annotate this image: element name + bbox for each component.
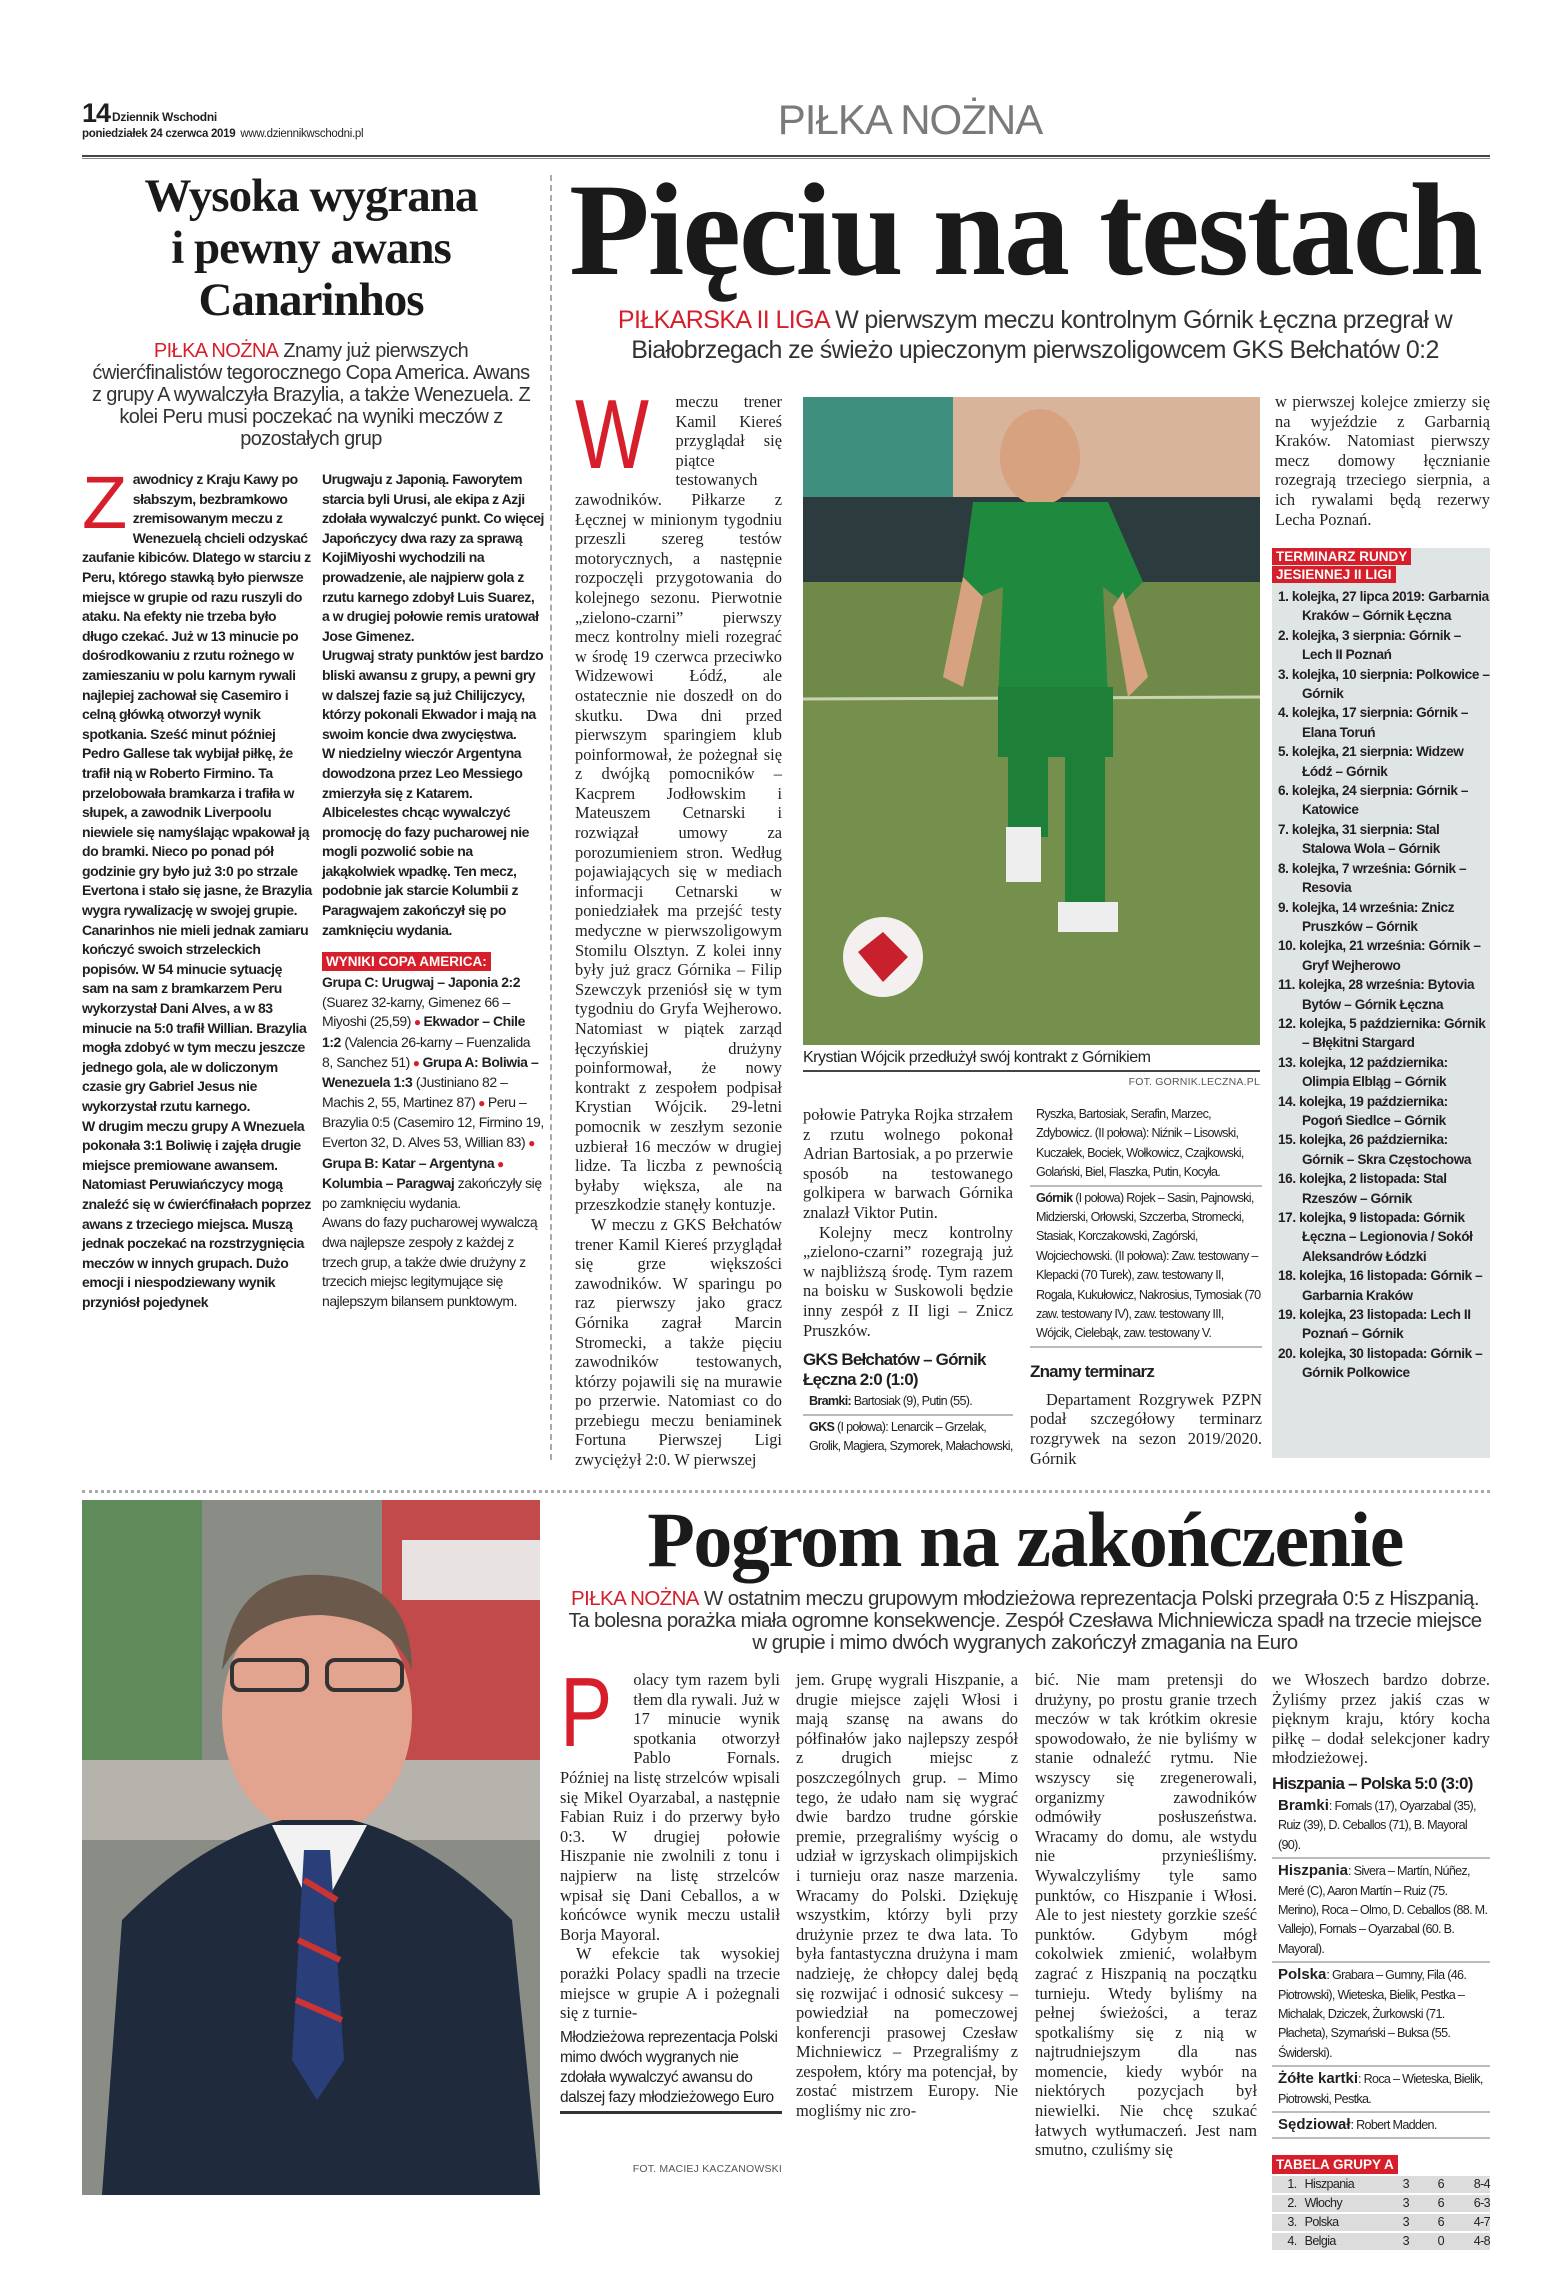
bullet-dot-icon: ●	[409, 1055, 423, 1070]
table-row	[1272, 2176, 1490, 2193]
schedule-title: JESIENNEJ II LIGI	[1272, 566, 1396, 583]
article1-column-2	[322, 470, 544, 1460]
coach-photo-image	[82, 1500, 540, 2195]
schedule-item: 16. kolejka, 2 listopada: Stal Rzeszów – Górnik	[1278, 1171, 1447, 1206]
table-cell-points: 0	[1437, 2234, 1444, 2249]
schedule-item: 17. kolejka, 9 listopada: Górnik Łęczna – Legionovia / Sokół Aleksandrów Łódzki	[1278, 1210, 1473, 1264]
schedule-item: 18. kolejka, 16 listopada: Górnik – Garbarnia Kraków	[1278, 1268, 1483, 1303]
article3-headline: Pogrom na zakończenie	[647, 1496, 1403, 1583]
paper-name: Dziennik Wschodni	[112, 110, 217, 124]
match-row	[1272, 1859, 1490, 1963]
result-bold: Grupa A: Boliwia – Wenezuela 1:3	[322, 1053, 539, 1091]
table-cell-points: 6	[1437, 2215, 1444, 2230]
row-label: Żółte kartki	[1278, 2070, 1359, 2088]
table-cell-goals: 8-4	[1473, 2177, 1490, 2192]
row-text: : Robert Madden.	[1350, 2118, 1437, 2133]
schedule-item: 11. kolejka, 28 września: Bytovia Bytów – Górnik Łęczna	[1278, 977, 1475, 1012]
article3-column-4	[1272, 1670, 1490, 2249]
table-cell-team: Polska	[1304, 2215, 1339, 2230]
paragraph: W efekcie tak wysokiej porażki Polacy spadli na trzecie miejsce w grupie A i pożegnali się z turnie-	[560, 1944, 780, 2023]
row-label: Hiszpania	[1278, 1862, 1349, 1880]
lead-text: W ostatnim meczu grupowym młodzieżowa reprezentacja Polski przegrała 0:5 z Hiszpanią. Ta bolesna porażka miała ogromne konsekwencje. Zespół Czesława Michniewicza spadł na trzecie miejsce w grupie i mimo dwóch wygranych zakończył zmagania na Euro	[568, 1587, 1482, 1654]
table-cell-goals: 4-8	[1473, 2234, 1490, 2249]
bullet-dot-icon: ●	[410, 1015, 424, 1030]
schedule-item: 6. kolejka, 24 sierpnia: Górnik – Katowice	[1278, 783, 1469, 818]
schedule-box	[1272, 548, 1490, 1458]
result-bold: Grupa C: Urugwaj – Japonia 2:2	[322, 974, 521, 991]
match-title: GKS Bełchatów – Górnik Łęczna 2:0 (1:0)	[803, 1350, 986, 1390]
kicker: PIŁKA NOŻNA	[571, 1587, 699, 1610]
schedule-item: 14. kolejka, 19 października: Pogoń Siedlce – Górnik	[1278, 1093, 1448, 1128]
match-lineup-gornik	[1030, 1187, 1262, 1348]
match-row	[1272, 1963, 1490, 2067]
paragraph: w pierwszej kolejce zmierzy się na wyjeździe z Garbarnią Kraków. Natomiast pierwszy mecz domowy łęcznianie rozegrają trzeciego sierpnia, a ich rywalami będą rezerwy Lecha Poznań.	[1275, 392, 1490, 529]
row-label: Bramki	[1278, 1796, 1329, 1814]
table-cell-played: 3	[1402, 2234, 1409, 2249]
match-row	[1272, 2067, 1490, 2113]
headline-line: Wysoka wygrana	[144, 170, 478, 222]
article3-column-2	[796, 1670, 1018, 2195]
player-photo-image	[803, 397, 1260, 1045]
paragraph: W meczu z GKS Bełchatów trener Kamil Kiereś przyglądał się grze większości zawodników. W sparingu po raz pierwszy jako gracz Górnika zagrał Marcin Stromecki, a także pięciu zawodników testowanych, którzy pojawili się na murawie po przerwie. Natomiast co do przebiegu meczu beniaminek Fortuna Pierwszej Ligi zwyciężył 2:0. W pierwszej	[575, 1214, 782, 1470]
schedule-item: 7. kolejka, 31 sierpnia: Stal Stalowa Wola – Górnik	[1278, 821, 1440, 857]
table-cell-pos: 4.	[1287, 2234, 1297, 2249]
schedule-item: 13. kolejka, 12 października: Olimpia Elbląg – Górnik	[1278, 1054, 1448, 1090]
group-table	[1272, 2176, 1490, 2250]
match-goals	[803, 1390, 1013, 1415]
article2-headline: Pięciu na testach	[569, 156, 1481, 303]
photo-credit: FOT. MACIEJ KACZANOWSKI	[632, 2163, 782, 2175]
bullet-dot-icon: ●	[475, 1095, 488, 1110]
article2-column-3	[1030, 1103, 1262, 1468]
paragraph: W drugim meczu grupy A Wnezuela pokonała 3:1 Boliwię i zajęła drugie miejsce premiowane awansem. Natomiast Peruwiańczycy mogą znaleźć się w ćwierćfinałach poprzez awans z trzeciego miejsca. Muszą jednak poczekać na rozstrzygnięcia meczów w innych grupach. Dużo emocji i niespodziewany wynik przyniósł pojedynek	[82, 1117, 311, 1310]
row-text: Ryszka, Bartosiak, Serafin, Marzec, Zdybowicz. (II połowa): Niźnik – Lisowski, Kuczałek, Bociek, Wołkowicz, Czajkowski, Golański, Biel, Flaszka, Putin, Kocyła.	[1036, 1107, 1244, 1180]
headline-line: i pewny awans	[171, 222, 451, 274]
schedule-item: 1. kolejka, 27 lipca 2019: Garbarnia Kraków – Górnik Łęczna	[1278, 589, 1489, 624]
paragraph: połowie Patryka Rojka strzałem z rzutu wolnego pokonał Adrian Bartosiak, a po przerwie sposób na testowanego golkipera w barwach Górnika znalazł Viktor Putin.	[803, 1105, 1013, 1222]
paragraph: Urugwaj straty punktów jest bardzo bliski awansu z grupy, a pewni gry w dalszej fazie są już Chilijczycy, którzy pokonali Ekwador i mają na swoim koncie dwa zwycięstwa.	[322, 647, 544, 742]
dropcap: P	[560, 1657, 613, 1767]
table-row	[1272, 2195, 1490, 2212]
photo-caption: Młodzieżowa reprezentacja Polski mimo dwóch wygranych nie zdołała wywalczyć awansu do dalszej fazy młodzieżowego Euro	[560, 2028, 782, 2114]
result-text: Peru – Brazylia 0:5 (Casemiro 12, Firmino 19, Everton 32, D. Alves 53, Willian 83)	[322, 1093, 544, 1150]
paragraph: W niedzielny wieczór Argentyna dowodzona przez Leo Messiego zmierzyła się z Katarem. Albicelestes chcąc wywalczyć promocję do fazy pucharowej nie mogli pozwolić sobie na jakąkolwiek wpadkę. Ten mecz, podobnie jak starcie Kolumbii z Paragwajem zakończył się po zamknięciu wydania.	[322, 745, 529, 938]
schedule-item: 3. kolejka, 10 sierpnia: Polkowice – Górnik	[1278, 666, 1490, 702]
paragraph: awodnicy z Kraju Kawy po słabszym, bezbramkowo zremisowanym meczu z Wenezuelą chcieli odzyskać zaufanie kibiców. Dlatego w starciu z Peru, którego stawką było pierwsze miejsce w grupie od razu ruszyli do ataku. Na efekty nie trzeba było długo czekać. Już w 13 minucie po dośrodkowaniu z rzutu rożnego w zamieszaniu w polu karnym rywali najlepiej zachował się Casemiro i celną główką otworzył wynik spotkania. Sześć minut później Pedro Gallese tak wybijał piłkę, że trafił nią w Roberto Firmino. Ta przelobowała bramkarza i trafiła w słupek, a zawodnik Liverpoolu niewiele się namyślając wpakował ją do bramki. Nieco po ponad pół godzinie gry było już 3:0 po strzale Evertona i stało się jasne, że Brazylia wygra rywalizację w swojej grupie. Canarinhos nie mieli jednak zamiaru kończyć swoich strzeleckich popisów. W 54 minucie sytuację sam na sam z bramkarzem Peru wykorzystał Dani Alves, a w 83 minucie na 5:0 trafił Willian. Brazylia mogła zdobyć w tym meczu jeszcze jednego gola, ale w doliczonym czasie gry Gabriel Jesus nie wykorzystał rzutu karnego.	[82, 471, 312, 1114]
row-label: Polska	[1278, 1966, 1327, 1984]
results-box-title: WYNIKI COPA AMERICA:	[322, 952, 491, 971]
article3-lead	[560, 1588, 1490, 1654]
article2-column-4	[1275, 392, 1490, 542]
table-title: TABELA GRUPY A	[1272, 2155, 1398, 2174]
table-cell-played: 3	[1402, 2177, 1409, 2192]
result-bold: Kolumbia – Paragwaj	[322, 1175, 455, 1192]
bullet-dot-icon: ●	[525, 1136, 535, 1150]
copa-results	[322, 973, 544, 1213]
result-text: (Suarez 32-karny, Gimenez 66 – Miyoshi (25,59)	[322, 993, 510, 1030]
schedule-item: 2. kolejka, 3 sierpnia: Górnik – Lech II Poznań	[1278, 627, 1461, 663]
table-cell-goals: 6-3	[1473, 2196, 1490, 2211]
dropcap: W	[575, 379, 649, 489]
schedule-item: 4. kolejka, 17 sierpnia: Górnik – Elana Toruń	[1278, 705, 1469, 740]
table-cell-team: Hiszpania	[1304, 2177, 1355, 2192]
row-text: Bartosiak (9), Putin (55).	[851, 1394, 973, 1409]
match-row	[1272, 1794, 1490, 1859]
row-label: Górnik	[1036, 1190, 1073, 1205]
kicker: PIŁKARSKA II LIGA	[617, 306, 831, 334]
photo-caption: Krystian Wójcik przedłużył swój kontrakt z Górnikiem	[803, 1048, 1260, 1072]
kicker: PIŁKA NOŻNA	[153, 340, 279, 362]
table-cell-team: Belgia	[1304, 2234, 1336, 2249]
table-cell-pos: 2.	[1287, 2196, 1297, 2211]
row-text: : Fornals (17), Oyarzabal (35), Ruiz (39), D. Ceballos (71), B. Mayoral (90).	[1278, 1798, 1476, 1852]
paragraph: olacy tym razem byli tłem dla rywali. Już w 17 minucie wynik spotkania otworzył Pablo Fornals. Później na listę strzelców wpisali się Mikel Oyarzabal, a następnie Fabian Ruiz i do przerwy było 0:3. W drugiej połowie Hiszpanie nie zwolnili z tonu i najpierw na listę strzelców wpisał się Dani Ceballos, a w końcówce wynik meczu ustalił Borja Mayoral.	[560, 1670, 780, 1944]
article1-column-1	[82, 461, 312, 1460]
issue-date-line	[82, 128, 363, 140]
schedule-item: 20. kolejka, 30 listopada: Górnik – Górnik Polkowice	[1278, 1345, 1483, 1381]
article3-column-3	[1035, 1670, 1257, 2195]
row-label: Bramki:	[809, 1394, 851, 1409]
match-details	[1272, 1794, 1490, 2140]
table-cell-played: 3	[1402, 2196, 1409, 2211]
paragraph: we Włoszech bardzo dobrze. Żyliśmy przez jakiś czas w pięknym kraju, który kocha piłkę – dodał selekcjoner kadry młodzieżowej.	[1272, 1670, 1490, 1768]
result-text: (Justiniano 82 – Machis 2, 55, Martinez 87)	[322, 1074, 508, 1110]
paragraph: jem. Grupę wygrali Hiszpanie, a drugie miejsce zajęli Włosi i mają szansę na awans do półfinałów jako najlepszy zespół z drugich miejsc z poszczególnych grup. – Mimo tego, że udało nam się wygrać dwie bardzo trudne górskie premie, przegraliśmy wyścig o udział w igrzyskach olimpijskich i turnieju oraz nasze marzenia. Wracamy do Polski. Dziękuję wszystkim, którzy byli przy drużynie przez te dwa lata. To była fantastyczna drużyna i mam nadzieję, że chłopcy dalej będą się rozwijać i odnosić sukcesy – powiedział na pomeczowej konferencji prasowej Czesław Michniewicz – Przegraliśmy z zespołem, który ma potencjał, by zostać mistrzem Europy. Nie mogliśmy nic zro-	[796, 1670, 1018, 2121]
article2-lead	[580, 305, 1490, 365]
table-cell-points: 6	[1437, 2177, 1444, 2192]
schedule-item: 10. kolejka, 21 września: Górnik – Gryf Wejherowo	[1278, 938, 1481, 973]
player-photo	[803, 397, 1260, 1045]
table-cell-goals: 4-7	[1473, 2215, 1490, 2230]
schedule-item: 8. kolejka, 7 września: Górnik – Resovia	[1278, 860, 1467, 896]
lead-text: W pierwszym meczu kontrolnym Górnik Łęczna przegrał w Białobrzegach ze świeżo upieczonym pierwszoligowcem GKS Bełchatów 0:2	[631, 306, 1453, 364]
row-text: (I połowa): Lenarcik – Grzelak, Grolik, Magiera, Szymorek, Małachowski,	[809, 1419, 1013, 1453]
column-divider	[550, 175, 552, 1460]
article2-column-2	[803, 1105, 1013, 1460]
match-title: Hiszpania – Polska 5:0 (3:0)	[1272, 1773, 1473, 1793]
row-text: : Roca – Wieteska, Bielik, Piotrowski, Pestka.	[1278, 2072, 1483, 2106]
result-text: (Valencia 26-karny – Fuenzalida 8, Sanchez 51)	[322, 1034, 531, 1070]
row-label: Sędziował	[1278, 2116, 1351, 2134]
article1-headline	[82, 170, 540, 326]
table-row	[1272, 2214, 1490, 2231]
article2-column-1	[575, 379, 782, 1470]
match-row	[1272, 2113, 1490, 2139]
paragraph: Urugwaju z Japonią. Faworytem starcia byli Urusi, ale ekipa z Azji zdołała wywalczyć punkt. Co więcej Japończycy dwa razy za sprawą KojiMiyoshi wychodzili na prowadzenie, ale najpierw gola z rzutu karnego zdobył Luis Suarez, a w drugiej połowie remis uratował Jose Gimenez.	[322, 471, 544, 644]
match-lineup-gks-cont	[1030, 1103, 1262, 1187]
section-title: PIŁKA NOŻNA	[777, 96, 1043, 143]
row-text: : Grabara – Gumny, Fila (46. Piotrowski), Wieteska, Bielik, Pestka – Michalak, Dziczek, Żurkowski (71. Płacheta), Szymański – Buksa (55. Świderski).	[1278, 1968, 1467, 2060]
schedule-list	[1272, 584, 1490, 1383]
schedule-item: 9. kolejka, 14 września: Znicz Pruszków – Górnik	[1278, 899, 1455, 934]
row-text: : Sivera – Martín, Núñez, Meré (C), Aaron Martín – Ruiz (75. Merino), Roca – Olmo, D. Ceballos (88. M. Vallejo), Fornals – Oyarzabal (60. B. Mayoral).	[1278, 1864, 1488, 1956]
article3-column-1	[560, 1657, 780, 2023]
row-label: GKS	[809, 1419, 835, 1434]
subheading: Znamy terminarz	[1030, 1361, 1155, 1381]
result-bold: Ekwador – Chile 1:2	[322, 1013, 525, 1051]
issue-date: poniedziałek 24 czerwca 2019	[82, 128, 236, 140]
coach-photo	[82, 1500, 540, 2195]
result-text: zakończyły się po zamknięciu wydania.	[322, 1175, 542, 1211]
table-cell-played: 3	[1402, 2215, 1409, 2230]
dropcap: Z	[82, 461, 127, 544]
bullet-dot-icon: ●	[494, 1156, 504, 1171]
section-divider	[82, 1490, 1490, 1493]
website-link[interactable]: www.dziennikwschodni.pl	[240, 128, 364, 140]
schedule-item: 19. kolejka, 23 listopada: Lech II Poznań – Górnik	[1278, 1307, 1471, 1342]
headline-line: Canarinhos	[198, 274, 424, 326]
schedule-item: 5. kolejka, 21 sierpnia: Widzew Łódź – Górnik	[1278, 744, 1464, 779]
schedule-item: 12. kolejka, 5 października: Górnik – Błękitni Stargard	[1278, 1015, 1486, 1051]
article1-lead	[90, 340, 532, 450]
paragraph: meczu trener Kamil Kiereś przyglądał się piątce testowanych zawodników. Piłkarze z Łęcznej w minionym tygodniu przeszli szereg testów motorycznych, a następnie rozpoczęli przygotowania do kolejnego sezonu. Pierwotnie „zielono-czarni” pierwszy mecz kontrolny mieli rozegrać w środę 19 czerwca przeciwko Widzewowi Łódź, ale ostatecznie nie doszedł on do skutku. Dwa dni przed pierwszym sparingiem klub poinformował, że pożegnał się z dwójką pomocników – Kacprem Jodłowskim i Mateuszem Cetnarski i rozwiązał umowy za porozumieniem stron. Według pojawiających się w mediach informacji Cetnarski w poniedziałek ma przejść testy medyczne w pierwszoligowym Stomilu Olsztyn. Z kolei inny były już gracz Górnika – Filip Szewczyk przeniósł się w tym tygodniu do Gryfa Wejherowo. Natomiast w piątek zarząd łęczyńskiej drużyny poinformował, że nowy kontrakt z zespołem podpisał Krystian Wójcik. 29-letni pomocnik w zeszłym sezonie uzbierał 16 meczów w drugiej lidze. Ta liczba z pewnością byłaby większa, ale na przeszkodzie stanęły kontuzje.	[575, 392, 782, 1215]
paragraph: Awans do fazy pucharowej wywalczą dwa najlepsze zespoły z każdej z trzech grup, a także dwie drużyny z trzecich miejsc legitymujące się najlepszym bilansem punktowym.	[322, 1214, 538, 1309]
table-cell-pos: 3.	[1287, 2215, 1297, 2230]
paragraph: bić. Nie mam pretensji do drużyny, po prostu granie trzech meczów w tak krótkim okresie spowodowało, że nie byliśmy w stanie odnaleźć rytmu. Nie wszyscy się zregenerowali, organizmy zawodników odmówiły posłuszeństwa. Wracamy do domu, ale wstydu nie przynieśliśmy. Wywalczyliśmy tyle samo punktów, co Hiszpanie i Włosi. Ale to jest niestety gorzkie sześć punktów. Gdybym mógł cokolwiek zmienić, wolałbym zagrać z Hiszpanią na początku turnieju. Wtedy byliśmy na pełnej świeżości, a teraz spotkaliśmy się z nią w najtrudniejszym dla nas momencie, kiedy wybór na niektórych pozycjach był niewielki. Nie chcę szukać łatwych wytłumaczeń. Jest nam smutno, czuliśmy się	[1035, 1670, 1257, 2160]
page-number: 14	[82, 98, 111, 128]
paragraph: Kolejny mecz kontrolny „zielono-czarni” rozegrają już w najbliższą środę. Tym razem na boisku w Suskowoli będzie inny zespół z II ligi – Znicz Pruszków.	[803, 1222, 1013, 1340]
lead-text: Znamy już pierwszych ćwierćfinalistów tegorocznego Copa America. Awans z grupy A wywalczyła Brazylia, a także Wenezuela. Z kolei Peru musi poczekać na wyniki meczów z pozostałych grup	[91, 340, 531, 450]
result-bold: Grupa B: Katar – Argentyna	[322, 1154, 495, 1171]
photo-credit: FOT. GORNIK.LECZNA.PL	[1128, 1076, 1260, 1088]
paragraph: Departament Rozgrywek PZPN podał szczegółowy terminarz rozgrywek na sezon 2019/2020. Górnik	[1030, 1389, 1262, 1468]
schedule-item: 15. kolejka, 26 października: Górnik – Skra Częstochowa	[1278, 1132, 1472, 1167]
schedule-title: TERMINARZ RUNDY	[1272, 548, 1411, 565]
table-row	[1272, 2233, 1490, 2250]
table-cell-points: 6	[1437, 2196, 1444, 2211]
table-cell-team: Włochy	[1304, 2196, 1342, 2211]
table-cell-pos: 1.	[1287, 2177, 1297, 2192]
match-lineup-gks	[803, 1416, 1013, 1459]
row-text: (I połowa) Rojek – Sasin, Pajnowski, Midzierski, Orłowski, Szczerba, Stromecki, Stasiak, Korczakowski, Zagórski, Wojciechowski. (II połowa): Zaw. testowany – Klepacki (70 Turek), zaw. testowany II, Rogala, Kukułowicz, Nakrosius, Tymosiak (70 zaw. testowany IV), zaw. testowany III, Wójcik, Cielebąk, zaw. testowany V.	[1036, 1190, 1261, 1341]
